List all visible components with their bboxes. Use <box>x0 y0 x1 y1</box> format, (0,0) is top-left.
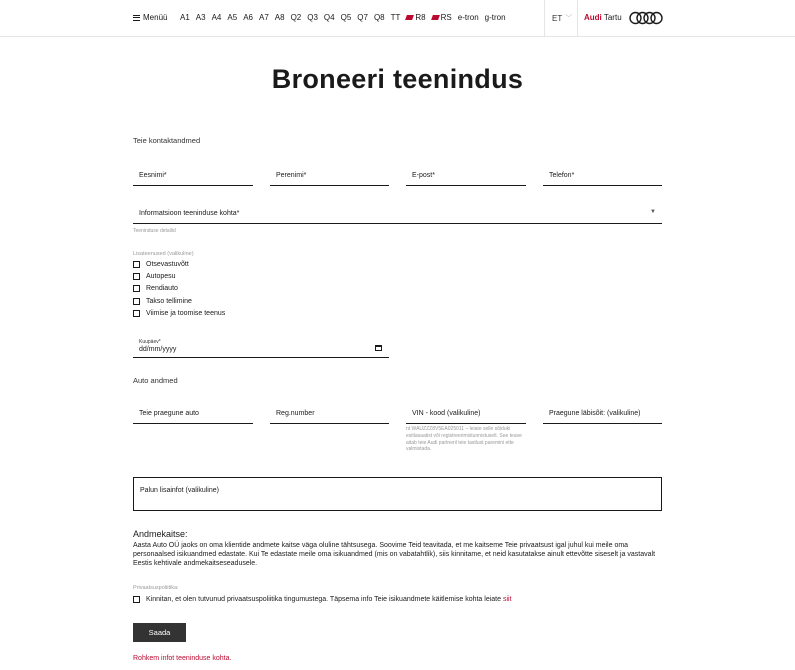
checkbox-car-wash[interactable] <box>133 273 176 280</box>
last-name-field[interactable]: Perenimi* <box>270 166 389 186</box>
phone-field[interactable]: Telefon* <box>543 166 662 186</box>
consent-text: Kinnitan, et olen tutvunud privaatsuspoliitika tingumustega. Täpsema info Teie isikuandmete käitlemise kohta leiate siit <box>146 596 512 603</box>
checkbox-label: Takso tellimine <box>146 298 192 305</box>
model-link-a3[interactable]: A3 <box>195 13 206 22</box>
model-link-q3[interactable]: Q3 <box>307 13 318 22</box>
date-input[interactable]: dd/mm/yyyy <box>139 346 177 353</box>
privacy-policy-label: Privaatsuspoliitika: <box>133 585 179 591</box>
checkbox[interactable] <box>133 310 140 317</box>
model-nav <box>180 13 506 22</box>
model-link-a7[interactable]: A7 <box>258 13 269 22</box>
contact-section-label: Teie kontaktandmed <box>133 136 201 145</box>
privacy-consent[interactable] <box>133 596 512 603</box>
checkbox-label: Autopesu <box>146 273 176 280</box>
language-selector[interactable] <box>552 13 572 23</box>
top-navigation <box>0 0 795 37</box>
menu-button[interactable] <box>133 13 167 22</box>
service-info-label: Informatsioon teeninduse kohta* <box>139 210 240 217</box>
submit-button[interactable]: Saada <box>133 623 186 642</box>
current-car-field[interactable]: Teie praegune auto <box>133 404 253 424</box>
consent-checkbox[interactable] <box>133 596 140 603</box>
additional-info-textarea[interactable]: Palun lisainfot (valikuline) <box>133 477 662 511</box>
model-link-rs[interactable]: RS <box>432 13 452 22</box>
model-link-a5[interactable]: A5 <box>227 13 238 22</box>
checkbox-label: Otsevastuvõtt <box>146 261 189 268</box>
checkbox[interactable] <box>133 261 140 268</box>
model-link-a8[interactable]: A8 <box>274 13 285 22</box>
model-link-q5[interactable]: Q5 <box>340 13 352 22</box>
privacy-text: Aasta Auto OÜ jaoks on oma klientide andmete kaitse väga oluline tähtsusega. Soovime Teid teavitada, et me kaitseme Teie privaatsust igal juhul kui meile oma personaalsed isikuandmed edastate. Kui Te edastate meile oma isikuandmed (mis on vabatahtlik), siis kinnitame, et neid kasutatakse ainult ettevõtte siseselt ja vastavalt Eestis kehtivale andmekaitseseadusele. <box>133 542 656 568</box>
mileage-field[interactable]: Praegune läbisõit: (valikuline) <box>543 404 662 424</box>
header-divider <box>577 0 578 37</box>
model-link-a1[interactable]: A1 <box>180 13 190 22</box>
service-info-select[interactable] <box>133 204 662 224</box>
dealer-brand: Audi <box>584 13 602 22</box>
checkbox-label: Viimise ja toomise teenus <box>146 310 226 317</box>
model-link-q8[interactable]: Q8 <box>373 13 385 22</box>
vin-helper-text: nt WAUZZZ8V5EA025011 – leiate selle sõiduki esitlasaatist või registreerimistunnistuselt. See teave aitab teie Audi partneril teie tastlust paremini ette valmistada. <box>406 426 522 453</box>
chevron-down-icon: ﹀ <box>565 15 573 22</box>
language-label: ET <box>552 13 563 23</box>
date-field[interactable] <box>133 338 389 358</box>
rs-flag-icon <box>405 15 414 20</box>
privacy-title: Andmekaitse: <box>133 529 188 539</box>
model-link-r8[interactable]: R8 <box>406 13 425 22</box>
rs-flag-icon <box>431 15 440 20</box>
email-field[interactable]: E-post* <box>406 166 526 186</box>
model-link-e-tron[interactable]: e-tron <box>457 13 479 22</box>
vin-field[interactable]: VIN - kood (valikuline) <box>406 404 526 424</box>
first-name-field[interactable]: Eesnimi* <box>133 166 253 186</box>
audi-rings-logo[interactable] <box>629 11 663 25</box>
checkbox-pickup-delivery[interactable] <box>133 310 225 317</box>
checkbox-taxi[interactable] <box>133 298 192 305</box>
car-section-label: Auto andmed <box>133 376 178 385</box>
model-link-g-tron[interactable]: g-tron <box>484 13 506 22</box>
hamburger-icon <box>133 15 140 21</box>
model-link-q4[interactable]: Q4 <box>323 13 335 22</box>
more-info-link[interactable]: Rohkem infot teeninduse kohta. <box>133 655 232 662</box>
date-label: Kuupäev* <box>139 339 161 345</box>
menu-label: Menüü <box>143 13 168 22</box>
checkbox[interactable] <box>133 273 140 280</box>
dealer-city: Tartu <box>603 13 622 22</box>
model-link-a4[interactable]: A4 <box>211 13 222 22</box>
extras-label: Lisateenused (valikuline) <box>133 251 194 257</box>
model-link-tt[interactable]: TT <box>390 13 401 22</box>
header-divider <box>544 0 545 37</box>
checkbox-label: Rendiauto <box>146 285 178 292</box>
privacy-link[interactable]: siit <box>502 596 512 603</box>
caret-down-icon: ▼ <box>650 209 656 215</box>
dealer-name[interactable] <box>584 13 622 22</box>
calendar-icon[interactable] <box>375 345 382 351</box>
service-helper-text: Teeninduse detailid <box>133 228 176 234</box>
model-link-a6[interactable]: A6 <box>243 13 253 22</box>
page-title: Broneeri teenindus <box>271 64 524 94</box>
model-link-q7[interactable]: Q7 <box>357 13 368 22</box>
checkbox[interactable] <box>133 298 140 305</box>
reg-number-field[interactable]: Reg.number <box>270 404 389 424</box>
model-link-q2[interactable]: Q2 <box>290 13 302 22</box>
checkbox-direct-reception[interactable] <box>133 261 189 268</box>
checkbox[interactable] <box>133 285 140 292</box>
checkbox-rental-car[interactable] <box>133 285 178 292</box>
